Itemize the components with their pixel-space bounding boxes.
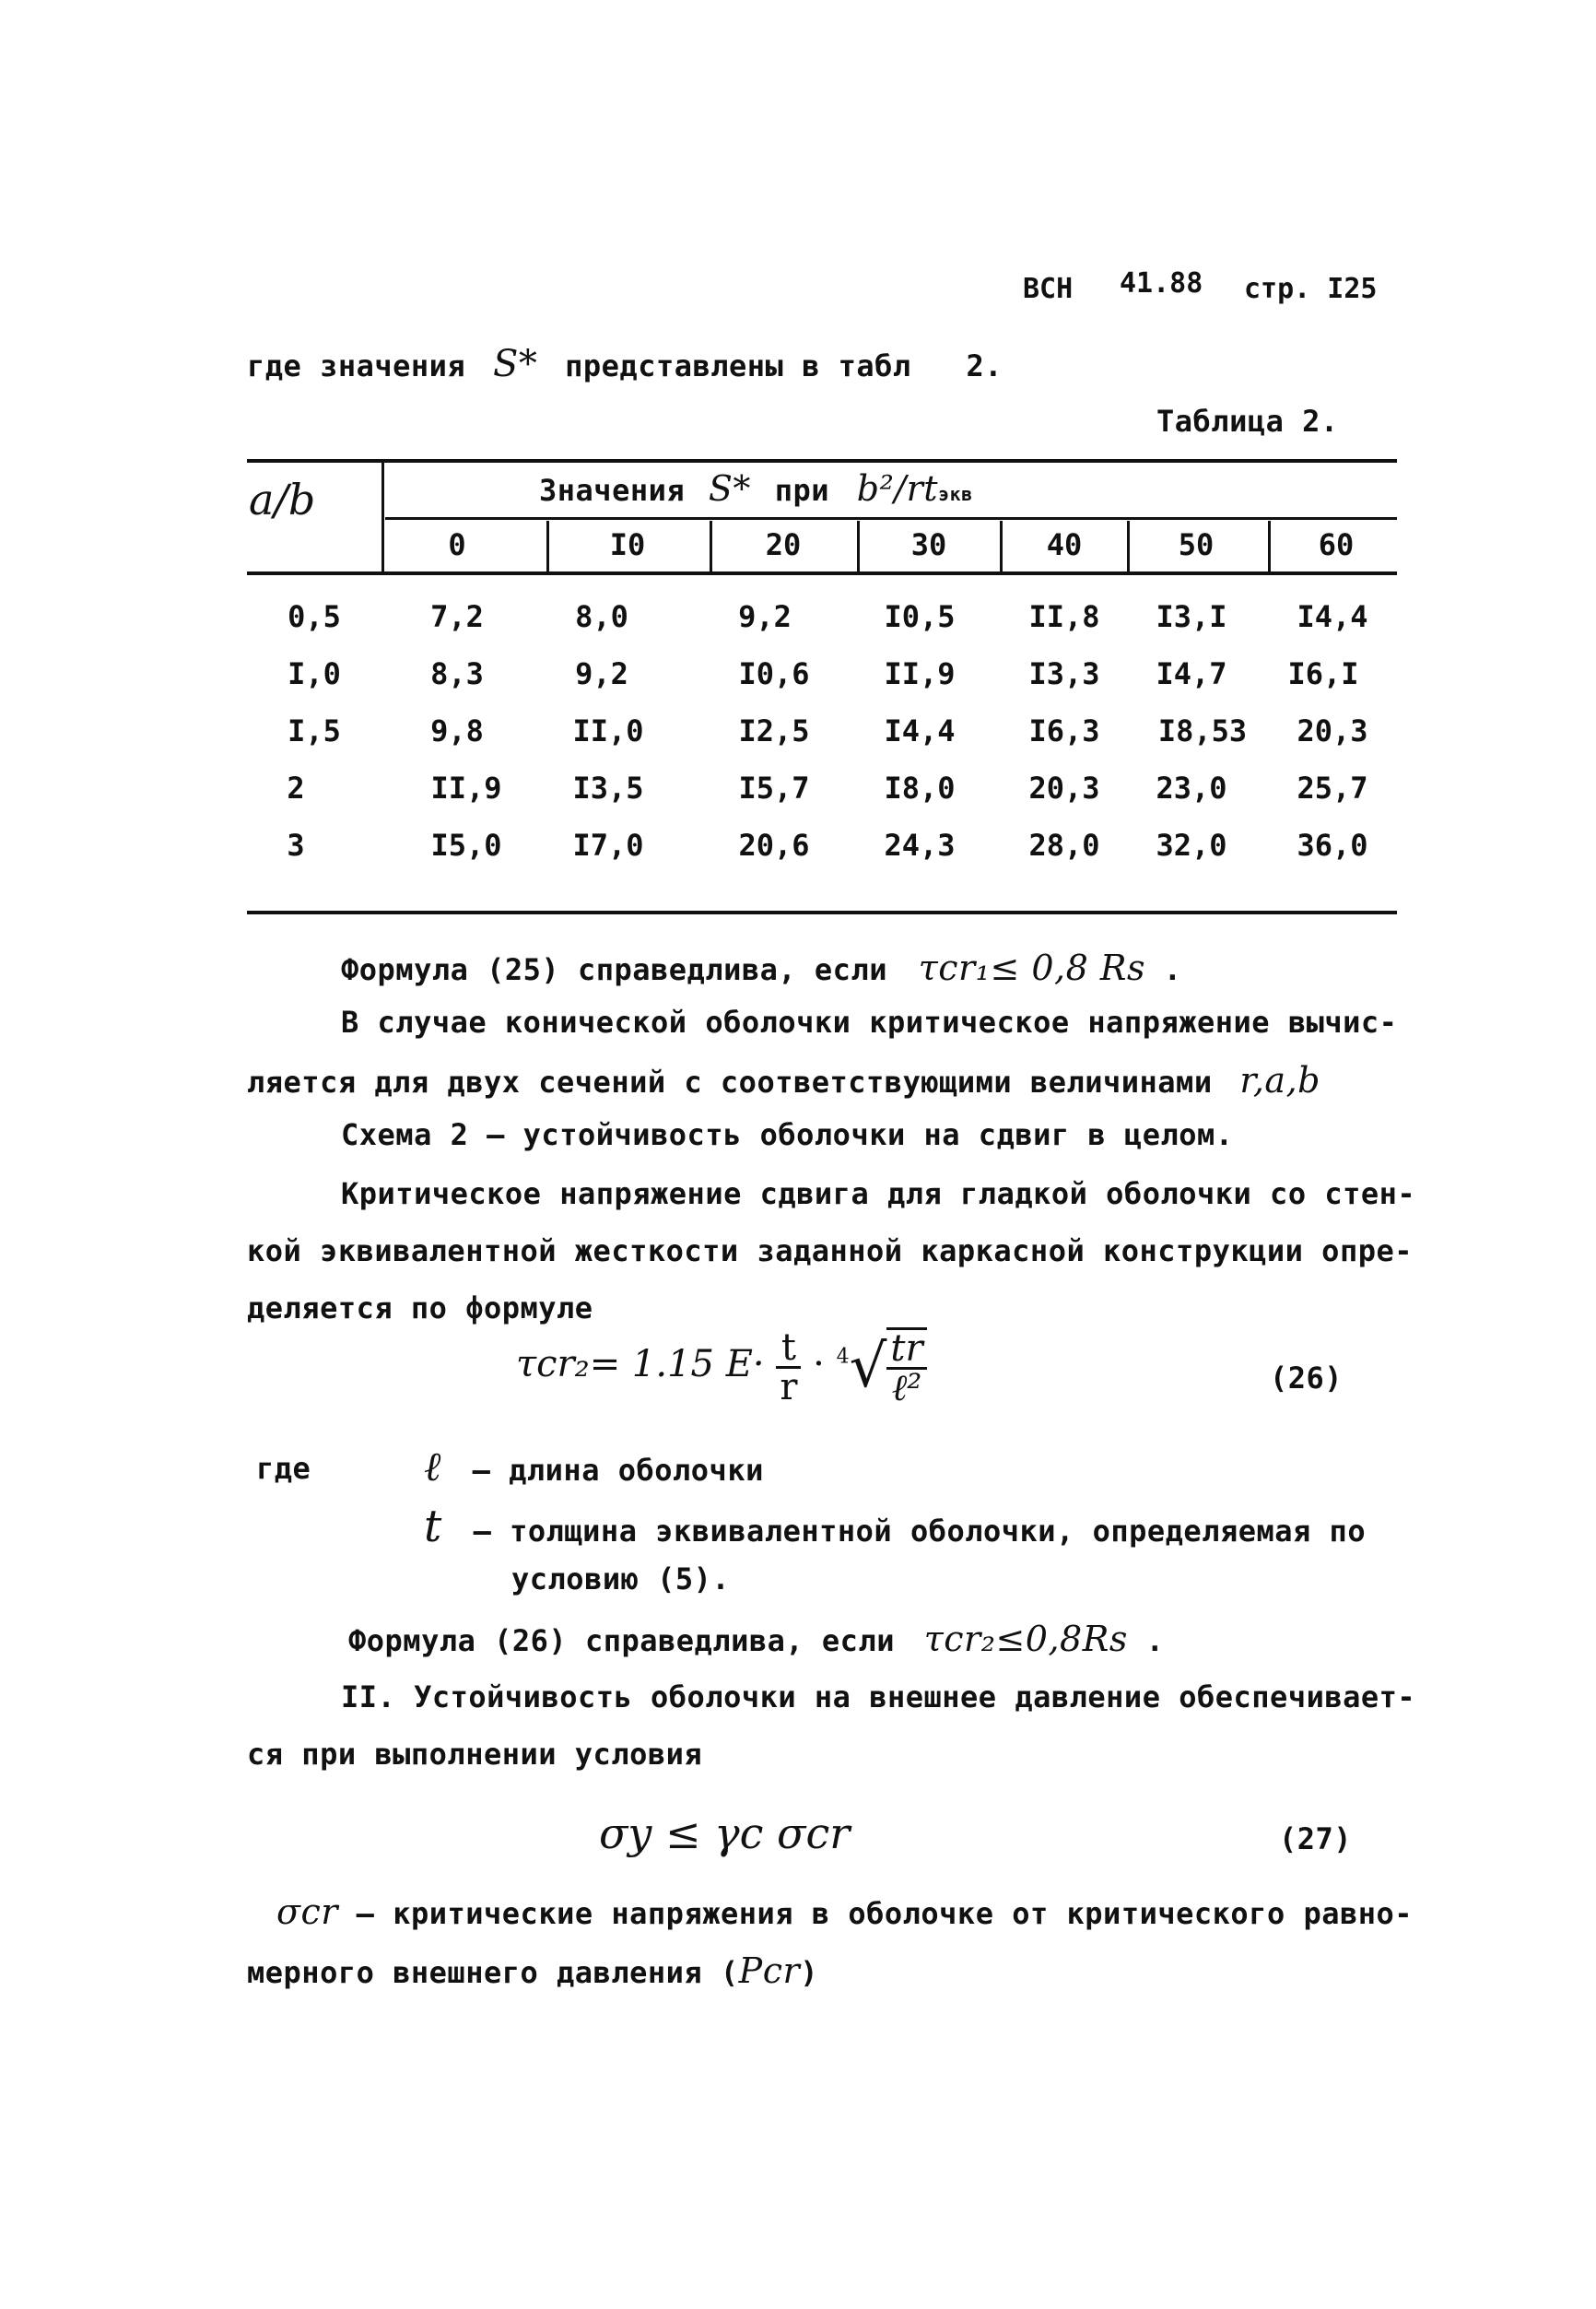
table-cell: II,9 (884, 656, 956, 691)
paragraph-formula26-condition (348, 1619, 1164, 1659)
table-cell: II,0 (572, 713, 644, 748)
table-cell: I4,7 (1156, 656, 1227, 691)
doc-number: 41.88 (1120, 267, 1203, 300)
table-cell: 8,3 (430, 656, 484, 691)
table-cell: II,8 (1028, 599, 1100, 634)
table-divider-main (381, 461, 384, 573)
paragraph-formula25-condition (341, 948, 1182, 988)
table-cell: I3,3 (1028, 656, 1100, 691)
table-row-header: a/b (249, 475, 316, 524)
table-cell: I4,4 (884, 713, 956, 748)
table-cell: I7,0 (572, 828, 644, 863)
where-item1-text: – длина оболочки (472, 1453, 764, 1488)
where-item2-continued: условию (5). (511, 1561, 731, 1596)
table-cell: I6,I (1287, 656, 1359, 691)
table-cell: I8,0 (884, 771, 956, 806)
intro-before: где значения (247, 348, 466, 383)
col-header: 40 (1046, 527, 1083, 562)
table-cell: 20,3 (1297, 713, 1368, 748)
table-cell: 8,0 (575, 599, 628, 634)
table-cell: I3,I (1156, 599, 1227, 634)
paragraph-external-pressure-line1: II. Устойчивость оболочки на внешнее давление обеспечивает- (341, 1679, 1416, 1714)
table-cell: I5,7 (738, 771, 810, 806)
eq26-frac2-den: ℓ² (891, 1367, 922, 1409)
group-header-text: Значения (539, 473, 686, 508)
col-header: 60 (1318, 527, 1355, 562)
table-cell: 36,0 (1297, 828, 1368, 863)
intro-ref: 2. (966, 348, 1003, 383)
eq26-root-index: 4 (836, 1345, 850, 1369)
p5-formula: τcr₂≤0,8Rs (923, 1619, 1128, 1659)
table-cell: 9,2 (575, 656, 628, 691)
col-divider (1268, 521, 1271, 572)
eq26-fraction1 (776, 1325, 801, 1408)
row-label: 2 (287, 771, 305, 806)
table-cell: 23,0 (1156, 771, 1227, 806)
paragraph-critical-stresses-line2 (247, 1950, 818, 1991)
p1-text: Формула (25) справедлива, если (341, 952, 887, 987)
row-label: I,5 (288, 713, 341, 748)
paragraph-critical-line2: кой эквивалентной жесткости заданной каркасной конструкции опре- (247, 1233, 1413, 1268)
table-cell: 20,6 (738, 828, 810, 863)
paragraph-critical-line1: Критическое напряжение сдвига для гладкой оболочки со стен- (341, 1176, 1416, 1211)
p7-line1: – критические напряжения в оболочке от критического равно- (356, 1896, 1414, 1931)
where-word: где (256, 1451, 311, 1486)
intro-symbol: S* (492, 343, 538, 385)
table-cell: II,9 (430, 771, 502, 806)
table-group-header (539, 468, 973, 509)
p7-param: Pcr (738, 1950, 801, 1991)
col-divider (710, 521, 712, 572)
p7-close: ) (800, 1955, 818, 1990)
equation-27-number: (27) (1279, 1821, 1353, 1856)
paragraph-conical-line2 (247, 1060, 1320, 1101)
row-label: I,0 (288, 656, 341, 691)
equation-26-number: (26) (1270, 1361, 1344, 1396)
table-cell: I4,4 (1297, 599, 1368, 634)
where-item-length (424, 1443, 764, 1490)
group-header-mid: при (774, 473, 829, 508)
eq26-radical: √ (849, 1333, 887, 1401)
col-header: 20 (765, 527, 802, 562)
table-cell: 32,0 (1156, 828, 1227, 863)
paragraph-external-pressure-line2: ся при выполнении условия (247, 1737, 703, 1772)
table-cell: 24,3 (884, 828, 956, 863)
col-header: I0 (609, 527, 646, 562)
group-header-sub: экв (938, 483, 973, 505)
table-cell: I0,6 (738, 656, 810, 691)
col-header: 30 (910, 527, 947, 562)
intro-line (247, 343, 1003, 385)
table-cell: 7,2 (430, 599, 484, 634)
table-cell: I6,3 (1028, 713, 1100, 748)
table-group-rule (385, 517, 1397, 520)
table-cell: I0,5 (884, 599, 956, 634)
col-divider (546, 521, 549, 572)
group-header-symbol: S* (708, 468, 751, 509)
eq26-lhs: τcr₂= 1.15 E· (516, 1343, 765, 1385)
where-item2-text: – толщина эквивалентной оболочки, определяемая по (473, 1514, 1367, 1549)
paragraph-critical-line3: деляется по формуле (247, 1290, 593, 1325)
eq26-fraction2 (886, 1327, 926, 1407)
equation-27: σy ≤ γc σcr (599, 1808, 851, 1858)
p5-text: Формула (26) справедлива, если (348, 1623, 895, 1658)
col-header: 50 (1178, 527, 1215, 562)
eq26-dot: · (813, 1343, 825, 1385)
table-cell: 28,0 (1028, 828, 1100, 863)
equation-26 (516, 1327, 927, 1407)
where-item2-symbol: t (424, 1501, 442, 1552)
where-item1-symbol: ℓ (424, 1443, 441, 1490)
paragraph-conical-line1: В случае конической оболочки критическое напряжение вычис- (341, 1005, 1398, 1040)
row-label: 3 (287, 828, 305, 863)
table-cell: I8,53 (1157, 713, 1248, 748)
table-top-rule (247, 459, 1397, 463)
col-header: 0 (448, 527, 466, 562)
p2-vars: r,a,b (1239, 1060, 1320, 1101)
p7-symbol: σcr (276, 1891, 338, 1932)
p1-end: . (1163, 952, 1182, 987)
table-header-rule (247, 571, 1397, 575)
page-number: стр. I25 (1244, 273, 1378, 305)
table-cell: 25,7 (1297, 771, 1368, 806)
p5-end: . (1145, 1623, 1165, 1658)
row-label: 0,5 (288, 599, 341, 634)
p1-formula: τcr₁≤ 0,8 Rs (918, 948, 1145, 988)
table-bottom-rule (247, 911, 1397, 914)
intro-after: представлены в табл (565, 348, 911, 383)
eq26-frac2-num: tr (886, 1330, 926, 1370)
table-cell: I5,0 (430, 828, 502, 863)
where-item-thickness (424, 1501, 1366, 1552)
eq26-frac1-num: t (776, 1329, 801, 1369)
paragraph-critical-stresses-line1 (276, 1891, 1413, 1932)
table-cell: 20,3 (1028, 771, 1100, 806)
table-cell: I2,5 (738, 713, 810, 748)
eq26-frac1-den: r (780, 1365, 798, 1408)
table-caption: Таблица 2. (1156, 404, 1339, 439)
paragraph-scheme2: Схема 2 – устойчивость оболочки на сдвиг в целом. (341, 1117, 1234, 1152)
col-divider (857, 521, 860, 572)
doc-code: ВСН (1023, 273, 1074, 305)
table-cell: 9,2 (738, 599, 792, 634)
p2-line2: ляется для двух сечений с соответствующими величинами (247, 1065, 1213, 1100)
p7-line2: мерного внешнего давления ( (247, 1955, 739, 1990)
table-cell: I3,5 (572, 771, 644, 806)
table-cell: 9,8 (430, 713, 484, 748)
group-header-param: b²/rt (856, 468, 939, 509)
